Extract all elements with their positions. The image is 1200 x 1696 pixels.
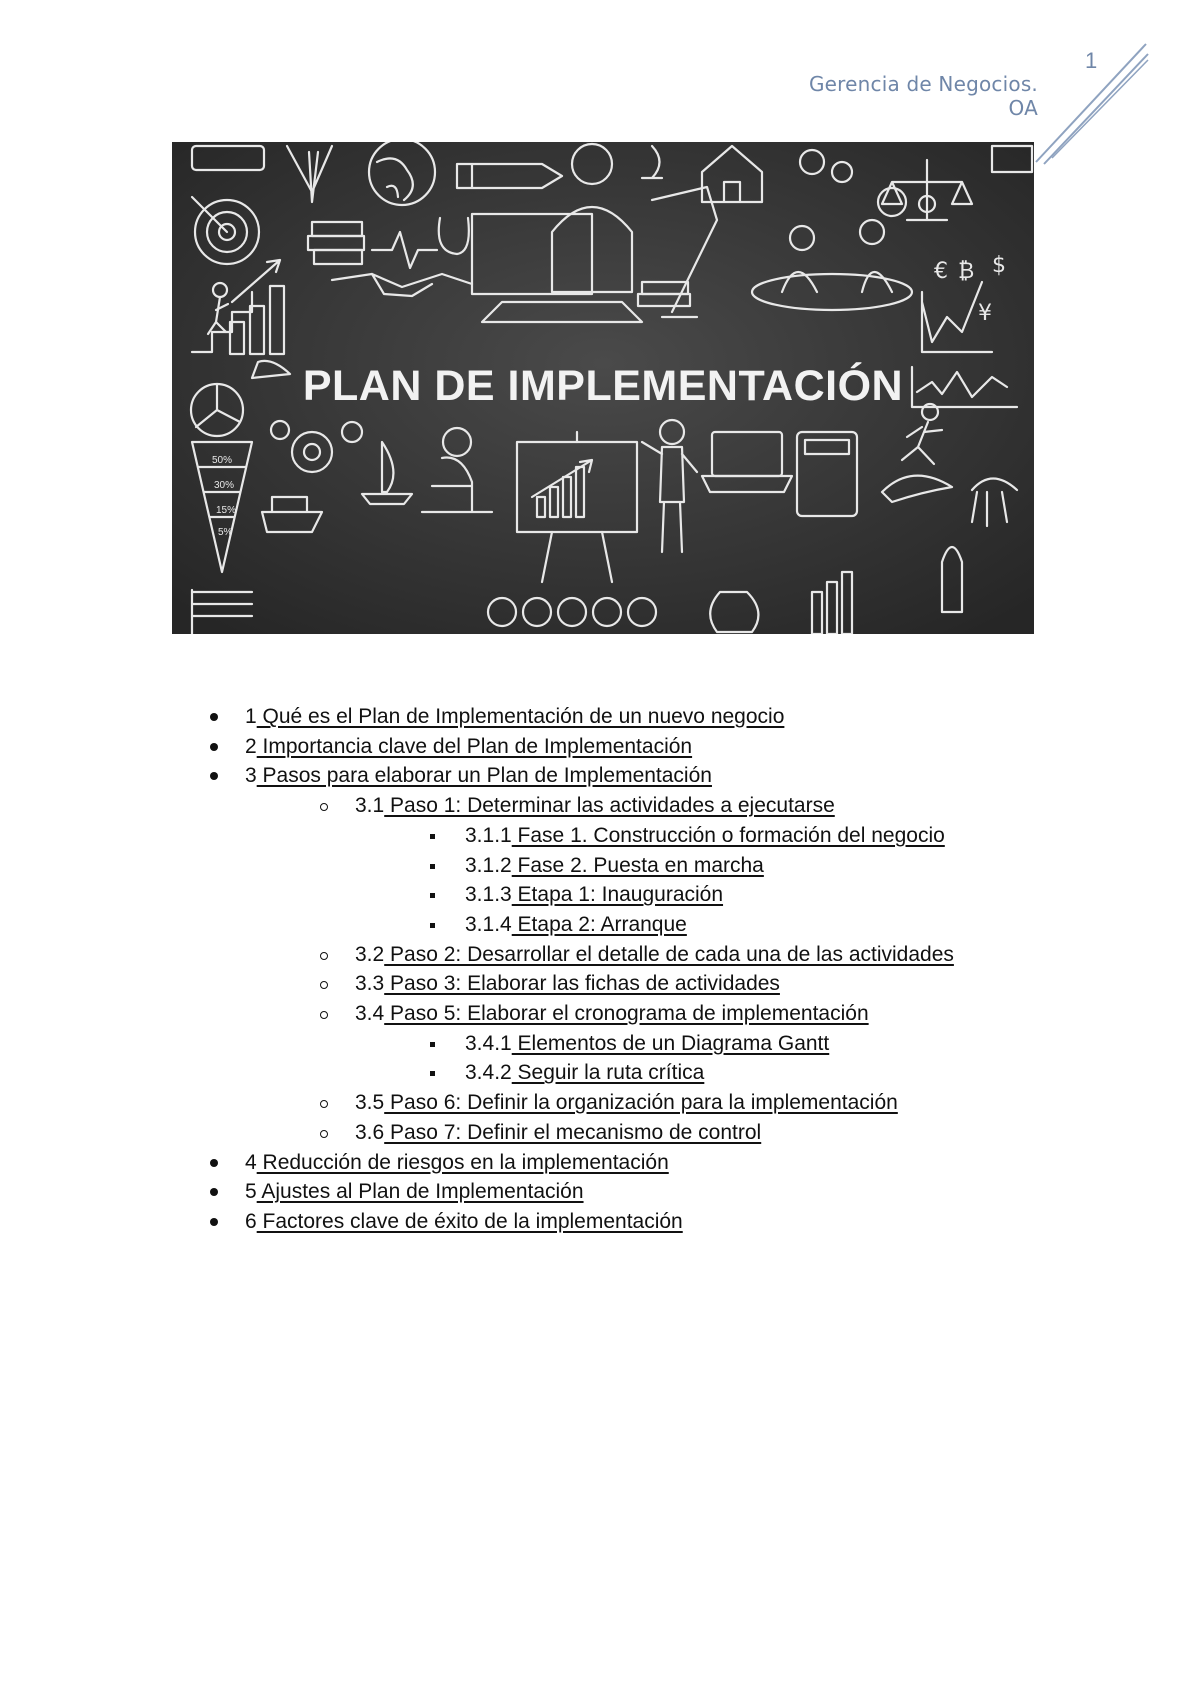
toc-entry[interactable] — [0, 702, 1200, 731]
toc-entry-number: 3.1.1 — [465, 823, 512, 847]
toc-entry-link[interactable]: Qué es el Plan de Implementación de un nuevo negocio — [256, 705, 785, 728]
toc-entry[interactable] — [0, 1207, 1200, 1236]
toc-entry-number: 5 — [245, 1180, 257, 1204]
header-title: Gerencia de Negocios. OA — [808, 72, 1038, 120]
bullet-circle-icon — [320, 1130, 328, 1138]
bullet-dot-icon — [210, 772, 218, 780]
toc-entry-link[interactable]: Seguir la ruta crítica — [511, 1061, 705, 1085]
toc-entry-link[interactable]: Etapa 2: Arranque — [511, 912, 687, 936]
bullet-circle-icon — [320, 952, 328, 960]
corner-decoration — [1030, 40, 1150, 170]
bullet-dot-icon — [210, 1159, 218, 1167]
toc-entry[interactable] — [0, 851, 1200, 880]
toc-entry[interactable] — [0, 1118, 1200, 1147]
toc-entry-number: 3.2 — [355, 942, 385, 966]
currency-euro: € — [934, 259, 948, 284]
currency-yen: ¥ — [978, 301, 992, 326]
banner-image — [172, 142, 1034, 634]
funnel-label-5: 5% — [218, 527, 233, 538]
toc-entry-link[interactable]: Paso 1: Determinar las actividades a ejecutarse — [384, 794, 835, 818]
toc-entry-link[interactable]: Fase 1. Construcción o formación del negocio — [511, 823, 945, 847]
bullet-dot-icon — [210, 713, 218, 721]
funnel-label-30: 30% — [214, 480, 235, 491]
toc-entry-number: 3.4.2 — [465, 1061, 512, 1085]
funnel-label-15: 15% — [216, 505, 237, 516]
toc-entry-link[interactable]: Etapa 1: Inauguración — [511, 883, 724, 907]
toc-entry[interactable] — [0, 910, 1200, 939]
toc-entry-number: 3.3 — [355, 972, 385, 996]
toc-entry-number: 3.1.2 — [465, 853, 512, 877]
toc-entry[interactable] — [0, 1148, 1200, 1177]
toc-entry-number: 3.1 — [355, 794, 385, 818]
bullet-dot-icon — [210, 1188, 218, 1196]
toc-entry-link[interactable]: Paso 5: Elaborar el cronograma de implementación — [384, 1002, 869, 1025]
toc-entry[interactable] — [0, 761, 1200, 790]
bullet-circle-icon — [320, 1011, 328, 1019]
toc-entry-link[interactable]: Paso 7: Definir el mecanismo de control — [384, 1120, 762, 1144]
bullet-dot-icon — [210, 1218, 218, 1226]
toc-entry-number: 3.4 — [355, 1002, 385, 1025]
toc-entry-link[interactable]: Elementos de un Diagrama Gantt — [511, 1031, 830, 1055]
bullet-square-icon — [430, 923, 435, 928]
toc-entry-number: 3.4.1 — [465, 1031, 512, 1055]
banner-title: PLAN DE IMPLEMENTACIÓN — [302, 362, 904, 410]
toc-entry[interactable] — [0, 791, 1200, 820]
toc-entry-link[interactable]: Ajustes al Plan de Implementación — [256, 1180, 584, 1204]
toc-entry-number: 2 — [245, 734, 257, 758]
bullet-square-icon — [430, 893, 435, 898]
toc-entry[interactable] — [0, 1088, 1200, 1117]
toc-entry-link[interactable]: Importancia clave del Plan de Implementación — [256, 734, 693, 758]
bullet-dot-icon — [210, 743, 218, 751]
toc-entry[interactable] — [0, 969, 1200, 998]
bullet-square-icon — [430, 834, 435, 839]
toc-entry-number: 3 — [245, 764, 257, 788]
bullet-square-icon — [430, 1042, 435, 1047]
bullet-square-icon — [430, 864, 435, 869]
page-number: 1 — [1085, 48, 1098, 73]
toc-entry-link[interactable]: Paso 3: Elaborar las fichas de actividades — [384, 972, 780, 996]
toc-entry[interactable] — [0, 880, 1200, 909]
toc-entry-link[interactable]: Reducción de riesgos en la implementación — [256, 1150, 669, 1174]
toc-entry[interactable] — [0, 940, 1200, 969]
toc-entry-number: 3.1.3 — [465, 883, 512, 907]
toc-entry[interactable] — [0, 732, 1200, 761]
toc-entry[interactable] — [0, 999, 1200, 1028]
toc-entry[interactable] — [0, 1177, 1200, 1206]
toc-entry-link[interactable]: Paso 2: Desarrollar el detalle de cada una de las actividades — [384, 942, 954, 966]
toc-entry-number: 6 — [245, 1209, 257, 1233]
toc-entry[interactable] — [0, 821, 1200, 850]
toc-entry-link[interactable]: Fase 2. Puesta en marcha — [511, 853, 764, 877]
bullet-square-icon — [430, 1071, 435, 1076]
toc-entry-number: 4 — [245, 1150, 257, 1174]
toc-entry[interactable] — [0, 1029, 1200, 1058]
bullet-circle-icon — [320, 1100, 328, 1108]
toc-entry-link[interactable]: Factores clave de éxito de la implementación — [256, 1209, 683, 1233]
toc-entry-number: 1 — [245, 705, 257, 728]
toc-entry[interactable] — [0, 1058, 1200, 1087]
bullet-circle-icon — [320, 803, 328, 811]
toc-entry-link[interactable]: Pasos para elaborar un Plan de Implementación — [256, 764, 712, 788]
currency-bitcoin: ₿ — [958, 259, 975, 284]
bullet-circle-icon — [320, 981, 328, 989]
toc-entry-number: 3.6 — [355, 1120, 385, 1144]
funnel-label-50: 50% — [212, 455, 233, 466]
currency-dollar: $ — [992, 253, 1006, 278]
toc-entry-number: 3.1.4 — [465, 912, 512, 936]
toc-entry-link[interactable]: Paso 6: Definir la organización para la implementación — [384, 1091, 898, 1115]
toc-entry-number: 3.5 — [355, 1091, 385, 1115]
